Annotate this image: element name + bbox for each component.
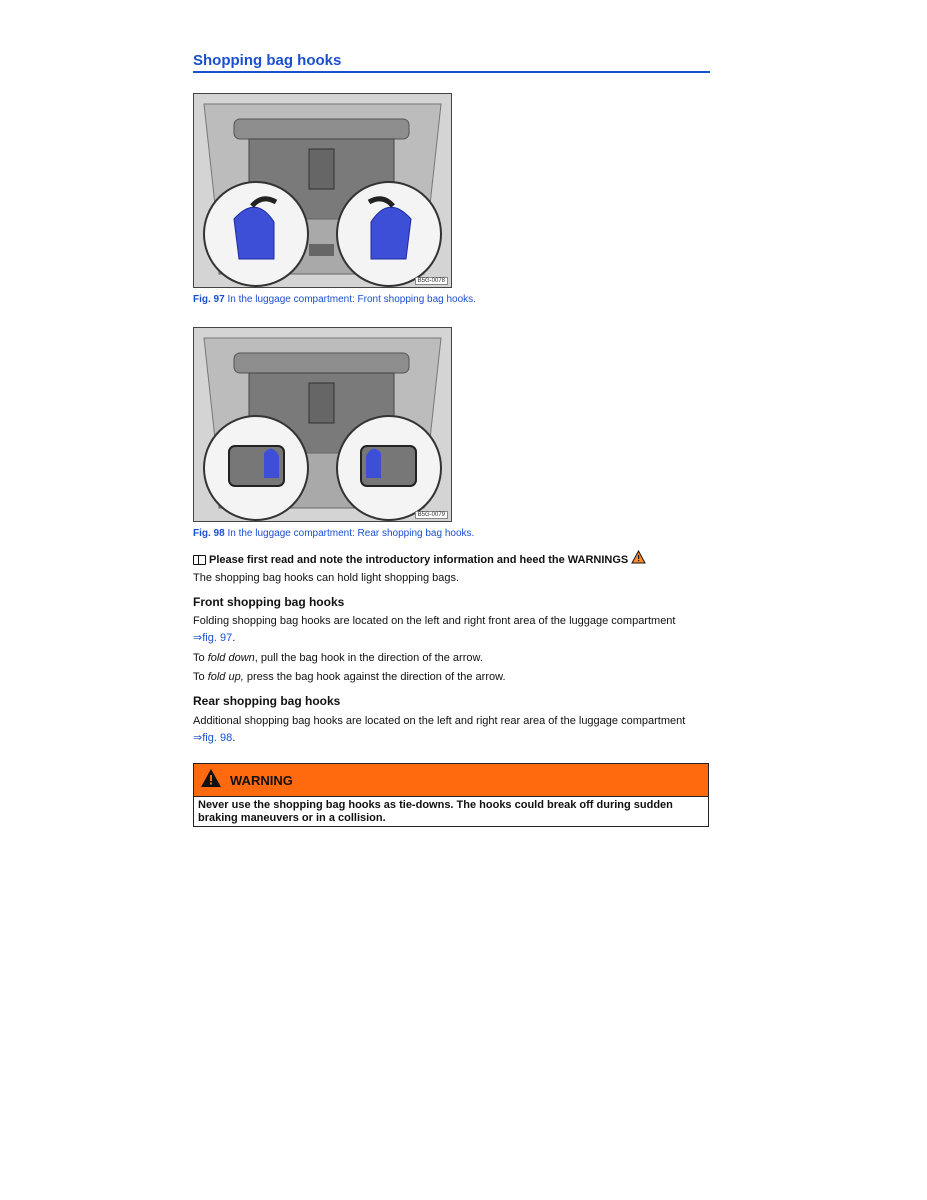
book-icon — [193, 555, 206, 565]
figure-97-caption — [193, 294, 476, 305]
figure-code: B5G-0078 — [415, 277, 448, 285]
warning-header — [194, 764, 708, 797]
fold-up-line — [193, 669, 713, 686]
fold-down-line — [193, 650, 713, 667]
figure-98-image — [193, 327, 452, 522]
figure-code: B5G-0079 — [415, 511, 448, 519]
fold-up-prefix: To — [193, 671, 208, 683]
warning-label: WARNING — [230, 772, 293, 788]
figure-number: Fig. 98 — [193, 528, 225, 539]
figure-caption-text: In the luggage compartment: Rear shopping bag hooks. — [227, 528, 475, 539]
figure-caption-text: In the luggage compartment: Front shopping bag hooks. — [227, 294, 476, 305]
rear-paragraph: Additional shopping bag hooks are located on the left and right rear area of the luggage compartment ⇒fig. 98. — [193, 715, 686, 744]
intro-sentence: The shopping bag hooks can hold light shopping bags. — [193, 572, 460, 584]
fold-down-rest: , pull the bag hook in the direction of the arrow. — [254, 652, 483, 664]
fold-up-rest: press the bag hook against the direction of the arrow. — [243, 671, 506, 683]
front-paragraph-text: Folding shopping bag hooks are located on the left and right front area of the luggage compartment — [193, 615, 676, 627]
warning-text: Never use the shopping bag hooks as tie-downs. The hooks could break off during sudden braking maneuvers or in a collision. — [198, 799, 673, 824]
rear-heading: Rear shopping bag hooks — [193, 694, 341, 708]
fig-97-link[interactable]: ⇒fig. 97 — [193, 632, 233, 644]
intro-line — [193, 550, 713, 570]
warning-triangle-icon — [200, 768, 222, 793]
fold-up-emphasis: fold up, — [207, 671, 244, 683]
warning-triangle-icon — [631, 550, 646, 570]
fold-down-emphasis: fold down — [207, 652, 255, 664]
fold-down-prefix: To — [193, 652, 208, 664]
front-heading: Front shopping bag hooks — [193, 595, 345, 609]
section-title: Shopping bag hooks — [193, 52, 710, 73]
figure-97-image — [193, 93, 452, 288]
fig-98-link[interactable]: ⇒fig. 98 — [193, 732, 233, 744]
front-paragraph: Folding shopping bag hooks are located on the left and right front area of the luggage compartment ⇒fig. 97. — [193, 615, 676, 644]
figure-98-caption — [193, 528, 474, 539]
rear-paragraph-text: Additional shopping bag hooks are located on the left and right rear area of the luggage compartment — [193, 715, 686, 727]
intro-text: Please first read and note the introductory information and heed the WARNINGS — [209, 553, 629, 566]
figure-number: Fig. 97 — [193, 294, 225, 305]
warning-box — [193, 763, 709, 827]
